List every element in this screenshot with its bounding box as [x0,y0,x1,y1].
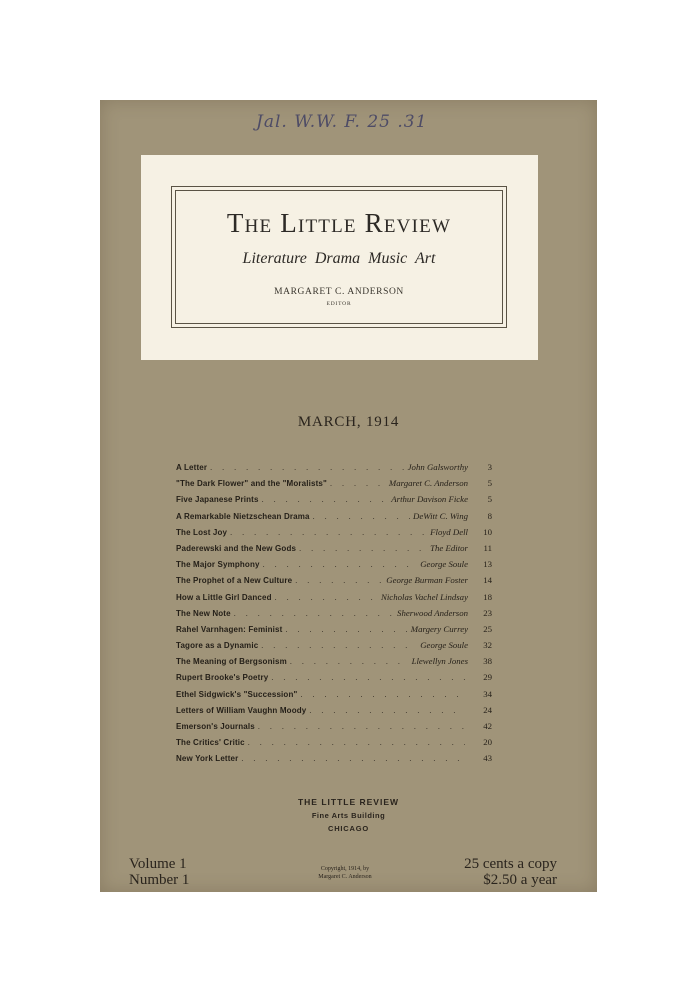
toc-leader-dots [258,722,465,731]
toc-entry-author: Floyd Dell [430,526,468,537]
volume-label: Volume 1 [129,856,187,872]
toc-entry-author: Sherwood Anderson [397,607,468,618]
toc-entry-author: Nicholas Vachel Lindsay [381,591,468,602]
toc-leader-dots [290,657,409,666]
toc-entry-author: George Soule [420,559,468,570]
toc-entry [176,689,492,705]
editor-role: EDITOR [326,301,352,307]
toc-leader-dots [275,593,378,602]
toc-entry [176,511,492,527]
toc-entry-page: 10 [483,526,492,537]
toc-leader-dots [241,754,465,763]
toc-entry-author: Margaret C. Anderson [388,478,468,489]
toc-entry-title: The New Note [176,608,231,618]
handwritten-annotation: Jal. W.W. F. 25 .31 [256,112,428,132]
magazine-subtitle: Literature Drama Music Art [242,250,436,267]
toc-entry [176,575,492,591]
copyright-line-2: Margaret C. Anderson [318,874,372,880]
toc-entry-author: The Editor [430,542,468,553]
toc-entry [176,737,492,753]
toc-leader-dots [210,463,405,472]
toc-leader-dots [248,738,465,747]
toc-entry-title: The Major Symphony [176,560,260,570]
toc-entry [176,527,492,543]
toc-entry-page: 20 [483,737,492,748]
toc-entry-title: Ethel Sidgwick's "Succession" [176,689,298,699]
toc-entry [176,478,492,494]
price-per-copy: 25 cents a copy [464,856,557,872]
toc-entry-title: Emerson's Journals [176,722,255,731]
imprint-city: CHICAGO [327,824,370,833]
toc-leader-dots [230,528,427,537]
toc-entry-page: 5 [487,478,492,489]
toc-entry-page: 5 [487,494,492,505]
toc-entry-page: 43 [483,753,492,764]
imprint-name: THE LITTLE REVIEW [297,797,400,807]
toc-entry-title: New York Letter [176,754,239,764]
toc-entry-page: 25 [483,623,492,634]
table-of-contents [176,462,492,770]
toc-entry-title: The Critics' Critic [176,738,245,748]
issue-date: MARCH, 1914 [297,414,400,430]
toc-entry-author: DeWitt C. Wing [413,510,468,521]
toc-entry-title: "The Dark Flower" and the "Moralists" [176,479,327,489]
toc-entry-author: George Soule [420,640,468,651]
toc-leader-dots [263,560,418,569]
toc-entry-page: 34 [483,688,492,699]
toc-entry [176,543,492,559]
toc-entry-title: Letters of William Vaughn Moody [176,705,307,715]
toc-entry-title: The Lost Joy [176,527,228,537]
toc-entry [176,721,492,737]
toc-entry-page: 24 [483,704,492,715]
toc-entry-page: 29 [483,672,492,683]
toc-leader-dots [262,495,389,504]
toc-entry-author: Llewellyn Jones [411,656,468,667]
copyright-line-1: Copyright, 1914, by [320,866,370,872]
toc-entry-title: The Meaning of Bergsonism [176,657,287,667]
imprint-building: Fine Arts Building [311,811,386,820]
toc-entry-author: Margery Currey [410,623,468,634]
toc-entry-title: Paderewski and the New Gods [176,543,297,553]
toc-entry [176,494,492,510]
toc-entry [176,672,492,688]
number-label: Number 1 [129,872,190,888]
toc-entry-title: The Prophet of a New Culture [176,576,293,586]
toc-entry-author: Arthur Davison Ficke [391,494,468,505]
toc-entry [176,705,492,721]
toc-entry-page: 32 [483,640,492,651]
toc-entry-page: 18 [483,591,492,602]
toc-leader-dots [261,641,417,650]
toc-entry-page: 13 [483,559,492,570]
toc-leader-dots [313,512,410,521]
toc-leader-dots [309,706,465,715]
toc-entry-author: John Galsworthy [407,462,468,472]
price-per-year: $2.50 a year [483,872,557,888]
toc-entry-page: 3 [487,462,492,472]
toc-leader-dots [271,673,465,682]
toc-leader-dots [285,625,407,634]
magazine-title: The Little Review [226,208,452,238]
toc-entry [176,608,492,624]
toc-entry-page: 42 [483,721,492,731]
toc-entry-title: Rahel Varnhagen: Feminist [176,624,283,634]
toc-entry-page: 14 [483,575,492,586]
toc-entry-title: A Letter [176,463,208,472]
editor-name: MARGARET C. ANDERSON [274,287,404,297]
toc-entry-page: 38 [483,656,492,667]
toc-entry [176,640,492,656]
toc-entry-title: Tagore as a Dynamic [176,641,259,651]
toc-entry-page: 8 [487,510,492,521]
toc-entry-title: How a Little Girl Danced [176,592,272,602]
toc-entry [176,559,492,575]
toc-entry-author: George Burman Foster [386,575,468,586]
toc-leader-dots [234,609,394,618]
toc-entry-title: A Remarkable Nietzschean Drama [176,511,310,521]
toc-entry [176,753,492,769]
toc-leader-dots [300,690,465,699]
toc-leader-dots [295,576,383,585]
toc-leader-dots [330,479,386,488]
toc-entry-page: 11 [483,542,492,553]
toc-entry [176,656,492,672]
toc-entry-title: Five Japanese Prints [176,495,259,505]
toc-leader-dots [299,544,427,553]
toc-entry-page: 23 [483,607,492,618]
toc-entry [176,592,492,608]
toc-entry [176,624,492,640]
toc-entry-title: Rupert Brooke's Poetry [176,673,269,683]
toc-entry [176,462,492,478]
